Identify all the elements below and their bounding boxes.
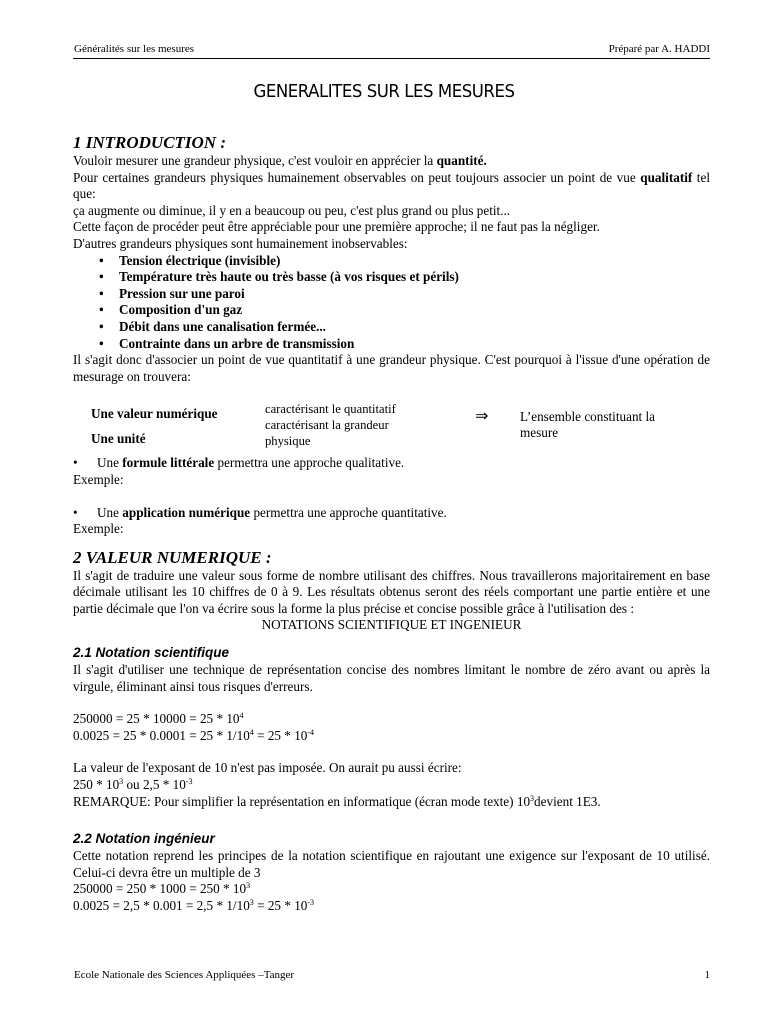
page-number: 1 [704,969,710,981]
implies-arrow: ⇒ [475,408,489,426]
header-right: Préparé par A. HADDI [608,43,710,55]
equation-line: $250 * 10^3$ ou $2,5 * 10^{-3}$ [73,777,193,793]
list-item: • Tension électrique (invisible) [119,253,710,270]
document-body [73,133,710,915]
section-heading-valeur-numerique: 2 VALEUR NUMERIQUE : [73,547,272,567]
list-item: • Pression sur une paroi [119,286,710,303]
remark-line: REMARQUE: Pour simplifier la représentation en informatique (écran mode texte) $10^3devient$ 1E3. [73,793,601,809]
example-label: Exemple: [73,471,124,487]
list-item: • Débit dans une canalisation fermée... [119,319,710,336]
valeur-paragraph: Il s'agit de traduire une valeur sous forme de nombre utilisant des chiffres. Nous travaillerons majoritairement en base décimale utilisant les 10 chiffres de 0 à 9. Les résultats obtenus seront des réels comportant une partie entière et une partie décimale que l'on va écrire sous la forme la plus précise et concise possible grâce à l'utilisation des : [73,567,710,616]
measure-result: L’ensemble constituant la mesure [520,409,656,441]
subsection-heading-scientifique: 2.1 Notation scientifique [73,645,230,661]
document-title: GENERALITES SUR LES MESURES [253,81,515,102]
measure-unit-label: Une unité [91,431,146,447]
subsection-heading-ingenieur: 2.2 Notation ingénieur [73,831,215,847]
page-header [73,42,710,59]
intro-paragraph-6: Il s'agit donc d'associer un point de vue quantitatif à une grandeur physique. C'est pourquoi à l'issue d'une opération de mesurage on trouvera: [73,352,710,384]
ingenieur-paragraph: Cette notation reprend les principes de la notation scientifique en rajoutant une exigence sur l'exposant de 10 utilisé. Celui-ci devra être un multiple de 3 [73,848,710,880]
measure-description: caractérisant le quantitatif caractérisant la grandeur physique [265,402,396,449]
equation-line: $250000 = 25 * 10000 = 25 * 10^4$ [73,711,244,727]
inobservable-quantities-list [73,253,710,353]
equation-line: $250000 = 250 * 1000 = 250 * 10^3$ [73,881,251,897]
header-left: Généralités sur les mesures [74,43,195,55]
intro-paragraph-1: Vouloir mesurer une grandeur physique, c'est vouloir en apprécier la quantité. [73,153,487,168]
list-item: • Contrainte dans un arbre de transmission [119,336,710,353]
scientifique-paragraph: Il s'agit d'utiliser une technique de représentation concise des nombres limitant le nombre de zéro avant ou après la virgule, éliminant ainsi tous risques d'erreurs. [73,662,710,694]
intro-paragraph-2: Pour certaines grandeurs physiques humainement observables on peut toujours associer un point de vue qualitatif tel que: [73,169,710,202]
measure-components [91,401,218,451]
intro-paragraph-4: Cette façon de procéder peut être appréciable pour une première approche; il ne faut pas la négliger. [73,219,600,235]
measure-value-label: Une valeur numérique [91,406,218,422]
numeric-bullet: • Une application numérique permettra une approche quantitative. [73,504,447,520]
list-item: • Composition d'un gaz [119,302,710,319]
exponent-paragraph: La valeur de l'exposant de 10 n'est pas imposée. On aurait pu aussi écrire: [73,760,462,776]
list-item: • Température très haute ou très basse (à vos risques et périls) [119,269,710,286]
equation-line: $0.0025 = 2,5 * 0.001 = 2,5 * 1/10^3 = 25 * 10^{-3}$ [73,898,315,913]
section-heading-introduction: 1 INTRODUCTION : [73,133,226,152]
footer-school: Ecole Nationale des Sciences Appliquées –Tanger [74,969,295,981]
formula-bullet: • Une formule littérale permettra une approche qualitative. [73,455,405,471]
intro-paragraph-3: ça augmente ou diminue, il y en a beaucoup ou peu, c'est plus grand ou plus petit... [73,202,511,218]
notations-heading: NOTATIONS SCIENTIFIQUE ET INGENIEUR [261,617,522,633]
example-label: Exemple: [73,521,124,537]
intro-paragraph-5: D'autres grandeurs physiques sont humainement inobservables: [73,235,408,251]
measure-diagram [73,393,710,451]
equation-line: $0.0025 = 25 * 0.0001 = 25 * 1/10^4 = 25 * 10^{-4}$ [73,727,315,743]
